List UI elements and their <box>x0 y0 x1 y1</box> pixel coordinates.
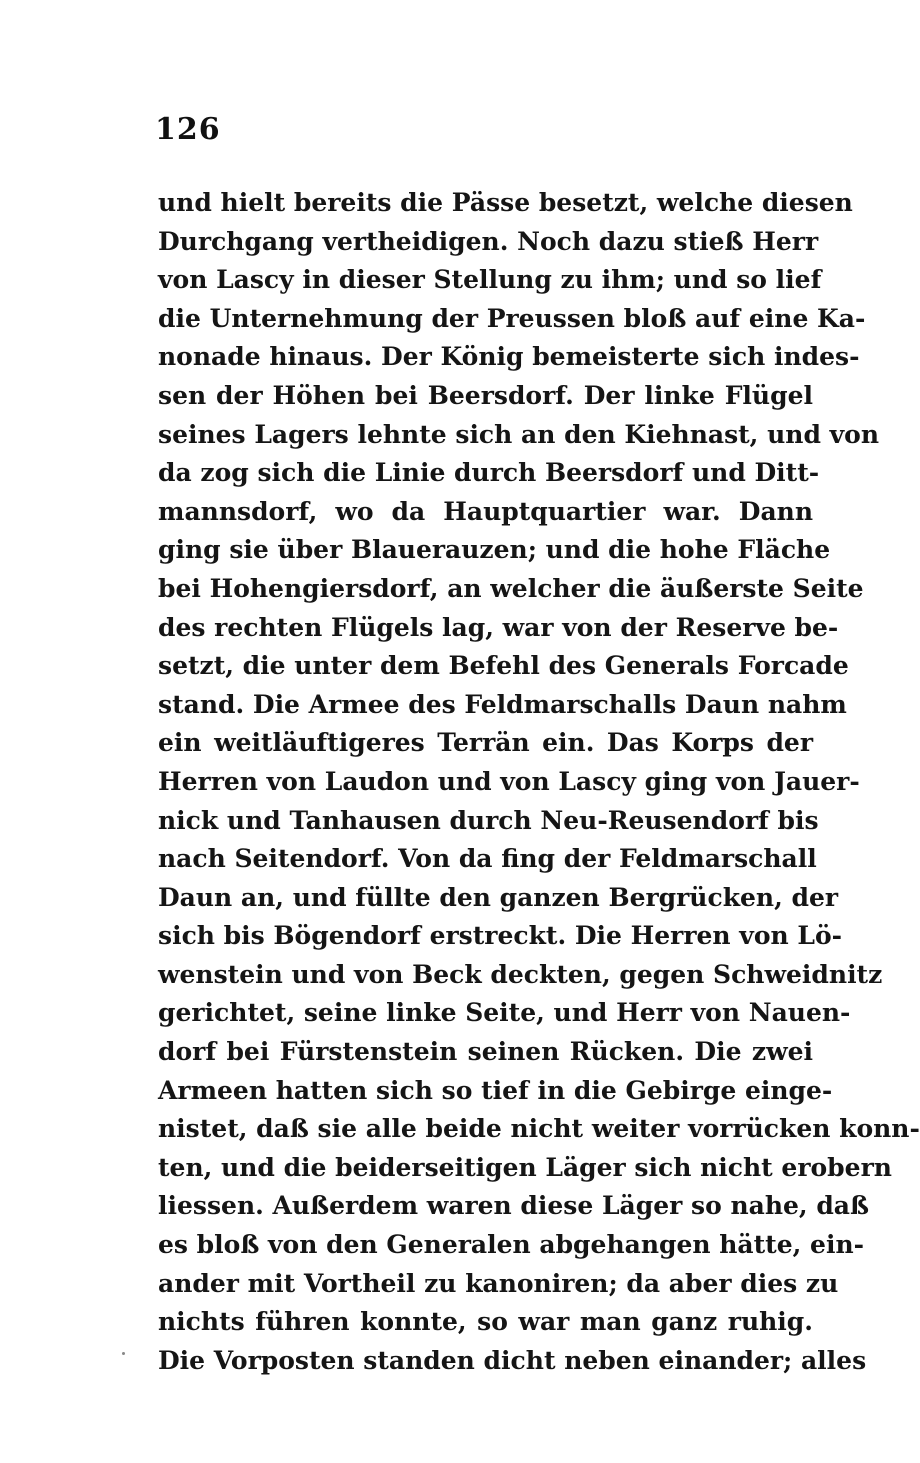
text-line: seines Lagers lehnte sich an den Kiehnast, und von <box>158 419 880 449</box>
text-line: nach Seitendorf. Von da fing der Feldmarschall <box>158 844 817 874</box>
text-line: nick und Tanhausen durch Neu-Reusendorf bis <box>158 805 819 835</box>
text-line: dorf bei Fürstenstein seinen Rücken. Die zwei <box>158 1037 813 1067</box>
text-line: nistet, daß sie alle beide nicht weiter vorrücken konn- <box>158 1114 920 1144</box>
text-line: die Unternehmung der Preussen bloß auf eine Ka- <box>158 303 866 333</box>
body-text <box>158 184 920 1380</box>
text-line: sich bis Bögendorf erstreckt. Die Herren von Lö- <box>158 921 843 951</box>
text-line: da zog sich die Linie durch Beersdorf und Ditt- <box>158 458 820 488</box>
text-line: Herren von Laudon und von Lascy ging von Jauer- <box>158 766 860 796</box>
text-line: stand. Die Armee des Feldmarschalls Daun nahm <box>158 689 847 719</box>
text-line: es bloß von den Generalen abgehangen hätte, ein- <box>158 1230 864 1260</box>
text-line: ein weitläuftigeres Terrän ein. Das Korps der <box>158 728 813 758</box>
text-line: des rechten Flügels lag, war von der Reserve be- <box>158 612 839 642</box>
page-number: 126 <box>155 112 221 147</box>
text-line: nonade hinaus. Der König bemeisterte sich indes- <box>158 342 860 372</box>
text-line: ging sie über Blauerauzen; und die hohe Fläche <box>158 535 831 565</box>
text-line: Daun an, und füllte den ganzen Bergrücken, der <box>158 882 839 912</box>
text-line: wenstein und von Beck deckten, gegen Schweidnitz <box>158 959 883 989</box>
text-line: ander mit Vortheil zu kanoniren; da aber dies zu <box>158 1268 839 1298</box>
text-line: Durchgang vertheidigen. Noch dazu stieß Herr <box>158 226 819 256</box>
text-line: Armeen hatten sich so tief in die Gebirge einge- <box>158 1075 833 1105</box>
text-line: setzt, die unter dem Befehl des Generals Forcade <box>158 651 849 681</box>
text-line: bei Hohengiersdorf, an welcher die äußerste Seite <box>158 573 864 603</box>
text-line: mannsdorf, wo da Hauptquartier war. Dann <box>158 496 813 526</box>
text-line: sen der Höhen bei Beersdorf. Der linke Flügel <box>158 380 813 410</box>
text-line: und hielt bereits die Pässe besetzt, welche diesen <box>158 188 853 217</box>
text-line: nichts führen konnte, so war man ganz ruhig. <box>158 1307 813 1337</box>
text-line: ten, und die beiderseitigen Läger sich nicht erobern <box>158 1152 892 1182</box>
text-line: Die Vorposten standen dicht neben einander; alles <box>158 1345 867 1375</box>
text-line: gerichtet, seine linke Seite, und Herr von Nauen- <box>158 998 851 1028</box>
text-line: liessen. Außerdem waren diese Läger so nahe, daß <box>158 1191 869 1221</box>
text-line: von Lascy in dieser Stellung zu ihm; und so lief <box>158 265 822 295</box>
paper-speck <box>122 1352 125 1355</box>
